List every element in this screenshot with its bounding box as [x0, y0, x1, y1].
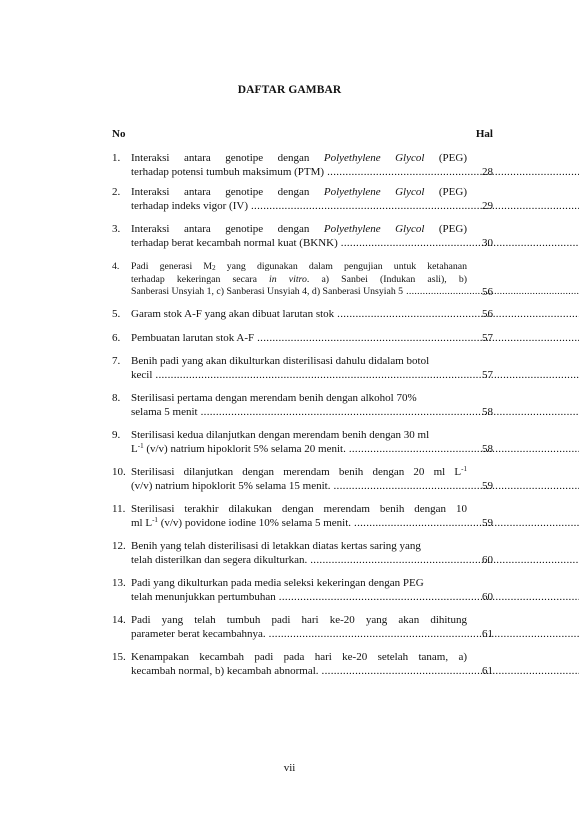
entry-line: Interaksi antara genotipe dengan Polyethylene Glycol (PEG): [131, 223, 468, 235]
figure-entry-2: [112, 185, 493, 213]
entry-page-number: 60: [482, 554, 493, 567]
dot-leader: [279, 591, 579, 603]
dot-leader: [337, 308, 579, 320]
entry-line: Benih yang telah disterilisasi di letakkan diatas kertas saring yang: [131, 540, 421, 552]
dot-leader: [327, 166, 579, 178]
entry-page-number: 58: [482, 406, 493, 419]
entry-last-line: terhadap berat kecambah normal kuat (BKNK) .....: [131, 236, 467, 250]
entry-number: 8.: [112, 392, 121, 404]
figure-entry-3: [112, 222, 493, 250]
figure-entry-5: [112, 307, 493, 321]
entry-line: terhadap kekeringan secara in vitro. a) Sanbei (Indukan asli), b): [131, 273, 467, 285]
entry-page-number: 56: [482, 308, 493, 320]
entry-number: 12.: [112, 540, 126, 552]
entry-number: 6.: [112, 332, 121, 344]
dot-leader: [257, 332, 579, 344]
entry-last-line: Garam stok A-F yang akan dibuat larutan stok .....: [131, 307, 467, 321]
entry-number: 4.: [112, 261, 120, 272]
figure-entry-6: [112, 331, 493, 345]
entry-number: 13.: [112, 577, 126, 589]
entry-line: Interaksi antara genotipe dengan Polyethylene Glycol (PEG): [131, 186, 468, 198]
page-footer-number: vii: [283, 762, 296, 774]
entry-line: Interaksi antara genotipe dengan Polyethylene Glycol (PEG): [131, 152, 468, 164]
entry-page-number: 59: [482, 480, 493, 493]
entry-line: Padi yang telah tumbuh padi hari ke-20 yang akan dihitung: [131, 614, 467, 626]
dot-leader: [155, 369, 579, 381]
dot-leader: [251, 200, 579, 212]
entry-line: Padi yang dikulturkan pada media seleksi kekeringan dengan PEG: [131, 577, 424, 589]
entry-last-line: Sanberasi Unsyiah 1, c) Sanberasi Unsyiah 4, d) Sanberasi Unsyiah 5 .....: [131, 286, 467, 299]
entry-last-line: kecil .....: [131, 368, 467, 382]
entry-last-line: Pembuatan larutan stok A-F .....: [131, 331, 467, 345]
entry-page-number: 58: [482, 443, 493, 456]
entry-last-line: terhadap indeks vigor (IV) .....: [131, 199, 467, 213]
entry-page-number: 60: [482, 591, 493, 604]
figure-entry-8: [112, 391, 493, 419]
entry-last-line: terhadap potensi tumbuh maksimum (PTM) .....: [131, 165, 467, 179]
entry-page-number: 61: [482, 665, 493, 678]
entry-number: 9.: [112, 429, 121, 441]
entry-number: 10.: [112, 466, 126, 478]
entry-last-line: (v/v) natrium hipoklorit 5% selama 15 menit. .....: [131, 479, 467, 493]
figure-entry-10: [112, 465, 493, 493]
entry-number: 1.: [112, 152, 121, 164]
dot-leader: [310, 554, 579, 566]
entry-line: Padi generasi $M_2$ yang digunakan dalam pengujian untuk ketahanan: [131, 261, 467, 272]
entry-line: Sterilisasi terakhir dilakukan dengan merendam benih dengan 10: [131, 503, 467, 515]
figure-entry-11: [112, 502, 493, 530]
dot-leader: [354, 517, 579, 529]
entry-last-line: parameter berat kecambahnya. .....: [131, 627, 467, 641]
column-header-no: No: [112, 128, 126, 140]
entry-number: 11.: [112, 503, 126, 515]
figure-entry-13: [112, 576, 493, 604]
entry-line: Kenampakan kecambah padi pada hari ke-20 setelah tanam, a): [131, 651, 467, 663]
entry-page-number: 28: [482, 166, 493, 179]
figure-entry-12: [112, 539, 493, 567]
entry-last-line: kecambah normal, b) kecambah abnormal. .....: [131, 664, 467, 678]
dot-leader: [334, 480, 579, 492]
entry-last-line: telah disterilkan dan segera dikulturkan. .....: [131, 553, 467, 567]
entry-number: 5.: [112, 308, 121, 320]
entry-last-line: selama 5 menit .....: [131, 405, 467, 419]
entry-page-number: 57: [482, 332, 493, 344]
entry-line: Sterilisasi kedua dilanjutkan dengan merendam benih dengan 30 ml: [131, 429, 430, 441]
figure-entry-7: [112, 354, 493, 382]
entry-page-number: 57: [482, 369, 493, 382]
entry-page-number: 56: [482, 286, 493, 299]
dot-leader: [322, 665, 579, 677]
entry-line: Sterilisasi pertama dengan merendam benih dengan alkohol 70%: [131, 392, 417, 404]
page-title: DAFTAR GAMBAR: [237, 84, 342, 96]
entry-line: Sterilisasi dilanjutkan dengan merendam benih dengan 20 ml $L^{-1}$: [131, 465, 467, 478]
entry-last-line: telah menunjukkan pertumbuhan .....: [131, 590, 467, 604]
figure-entry-1: [112, 151, 493, 179]
entry-page-number: 61: [482, 628, 493, 641]
entry-number: 14.: [112, 614, 126, 626]
entry-number: 2.: [112, 186, 121, 198]
figure-entry-14: [112, 613, 493, 641]
entry-last-line: $L^{-1}$ (v/v) natrium hipoklorit 5% selama 20 menit. .....: [131, 442, 467, 456]
figure-entry-4: [112, 261, 493, 299]
dot-leader: [349, 443, 579, 455]
entry-line: Benih padi yang akan dikulturkan disterilisasi dahulu didalam botol: [131, 355, 430, 367]
dot-leader: [201, 406, 579, 418]
figure-entry-9: [112, 428, 493, 456]
entry-last-line: ml $L^{-1}$ (v/v) povidone iodine 10% selama 5 menit. .....: [131, 516, 467, 530]
column-header-hal: Hal: [475, 128, 493, 140]
entry-number: 7.: [112, 355, 121, 367]
entry-number: 15.: [112, 651, 126, 663]
dot-leader: [269, 628, 579, 640]
entry-page-number: 30: [482, 237, 493, 250]
entry-page-number: 29: [482, 200, 493, 213]
dot-leader: [341, 237, 579, 249]
entry-page-number: 59: [482, 517, 493, 530]
figure-entry-15: [112, 650, 493, 678]
entry-number: 3.: [112, 223, 121, 235]
